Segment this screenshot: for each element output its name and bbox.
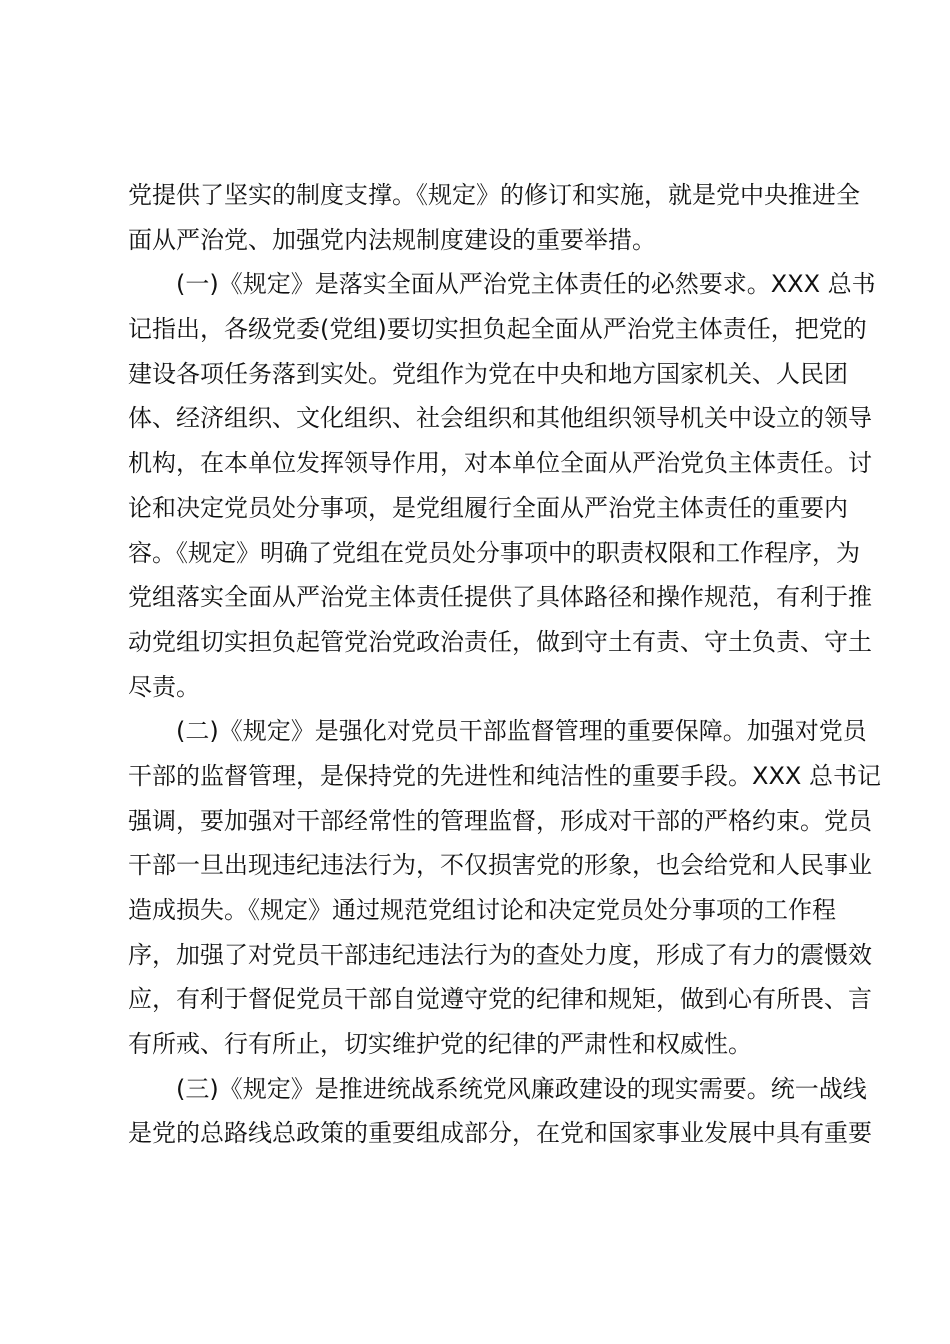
text-line: 记指出，各级党委(党组)要切实担负起全面从严治党主体责任，把党的 (128, 315, 867, 344)
section-heading-line: (三)《规定》是推进统战系统党风廉政建设的现实需要。统一战线 (176, 1074, 867, 1103)
text-line: 强调，要加强对干部经常性的管理监督，形成对干部的严格约束。党员 (128, 806, 872, 835)
text-line: 造成损失。《规定》通过规范党组讨论和决定党员处分事项的工作程 (128, 896, 836, 924)
text-line: 党组落实全面从严治党主体责任提供了具体路径和操作规范，有利于推 (128, 583, 872, 612)
text-line: 机构，在本单位发挥领导作用，对本单位全面从严治党负主体责任。讨 (128, 449, 872, 478)
text-line: 党提供了坚实的制度支撑。《规定》的修订和实施，就是党中央推进全 (128, 181, 860, 209)
text-line: 尽责。 (128, 672, 200, 701)
text-line: 是党的总路线总政策的重要组成部分，在党和国家事业发展中具有重要 (128, 1119, 872, 1148)
text-line: 面从严治党、加强党内法规制度建设的重要举措。 (128, 225, 656, 254)
text-line: 干部一旦出现违纪违法行为，不仅损害党的形象，也会给党和人民事业 (128, 851, 872, 880)
section-heading-line: (二)《规定》是强化对党员干部监督管理的重要保障。加强对党员 (176, 717, 867, 746)
text-line: 应，有利于督促党员干部自觉遵守党的纪律和规矩，做到心有所畏、言 (128, 985, 872, 1014)
text-line: 干部的监督管理，是保持党的先进性和纯洁性的重要手段。XXX 总书记 (128, 761, 881, 790)
text-line: 容。《规定》明确了党组在党员处分事项中的职责权限和工作程序，为 (128, 538, 860, 567)
document-body (128, 173, 881, 1156)
text-line: 建设各项任务落到实处。党组作为党在中央和地方国家机关、人民团 (128, 359, 848, 388)
text-line: 有所戒、行有所止，切实维护党的纪律的严肃性和权威性。 (128, 1030, 752, 1059)
text-line: 体、经济组织、文化组织、社会组织和其他组织领导机关中设立的领导 (128, 404, 872, 433)
text-line: 动党组切实担负起管党治党政治责任，做到守土有责、守土负责、守土 (128, 627, 872, 656)
section-heading-line: (一)《规定》是落实全面从严治党主体责任的必然要求。XXX 总书 (176, 270, 876, 299)
text-line: 序，加强了对党员干部违纪违法行为的查处力度，形成了有力的震慑效 (128, 940, 872, 969)
text-line: 论和决定党员处分事项，是党组履行全面从严治党主体责任的重要内 (128, 493, 848, 522)
